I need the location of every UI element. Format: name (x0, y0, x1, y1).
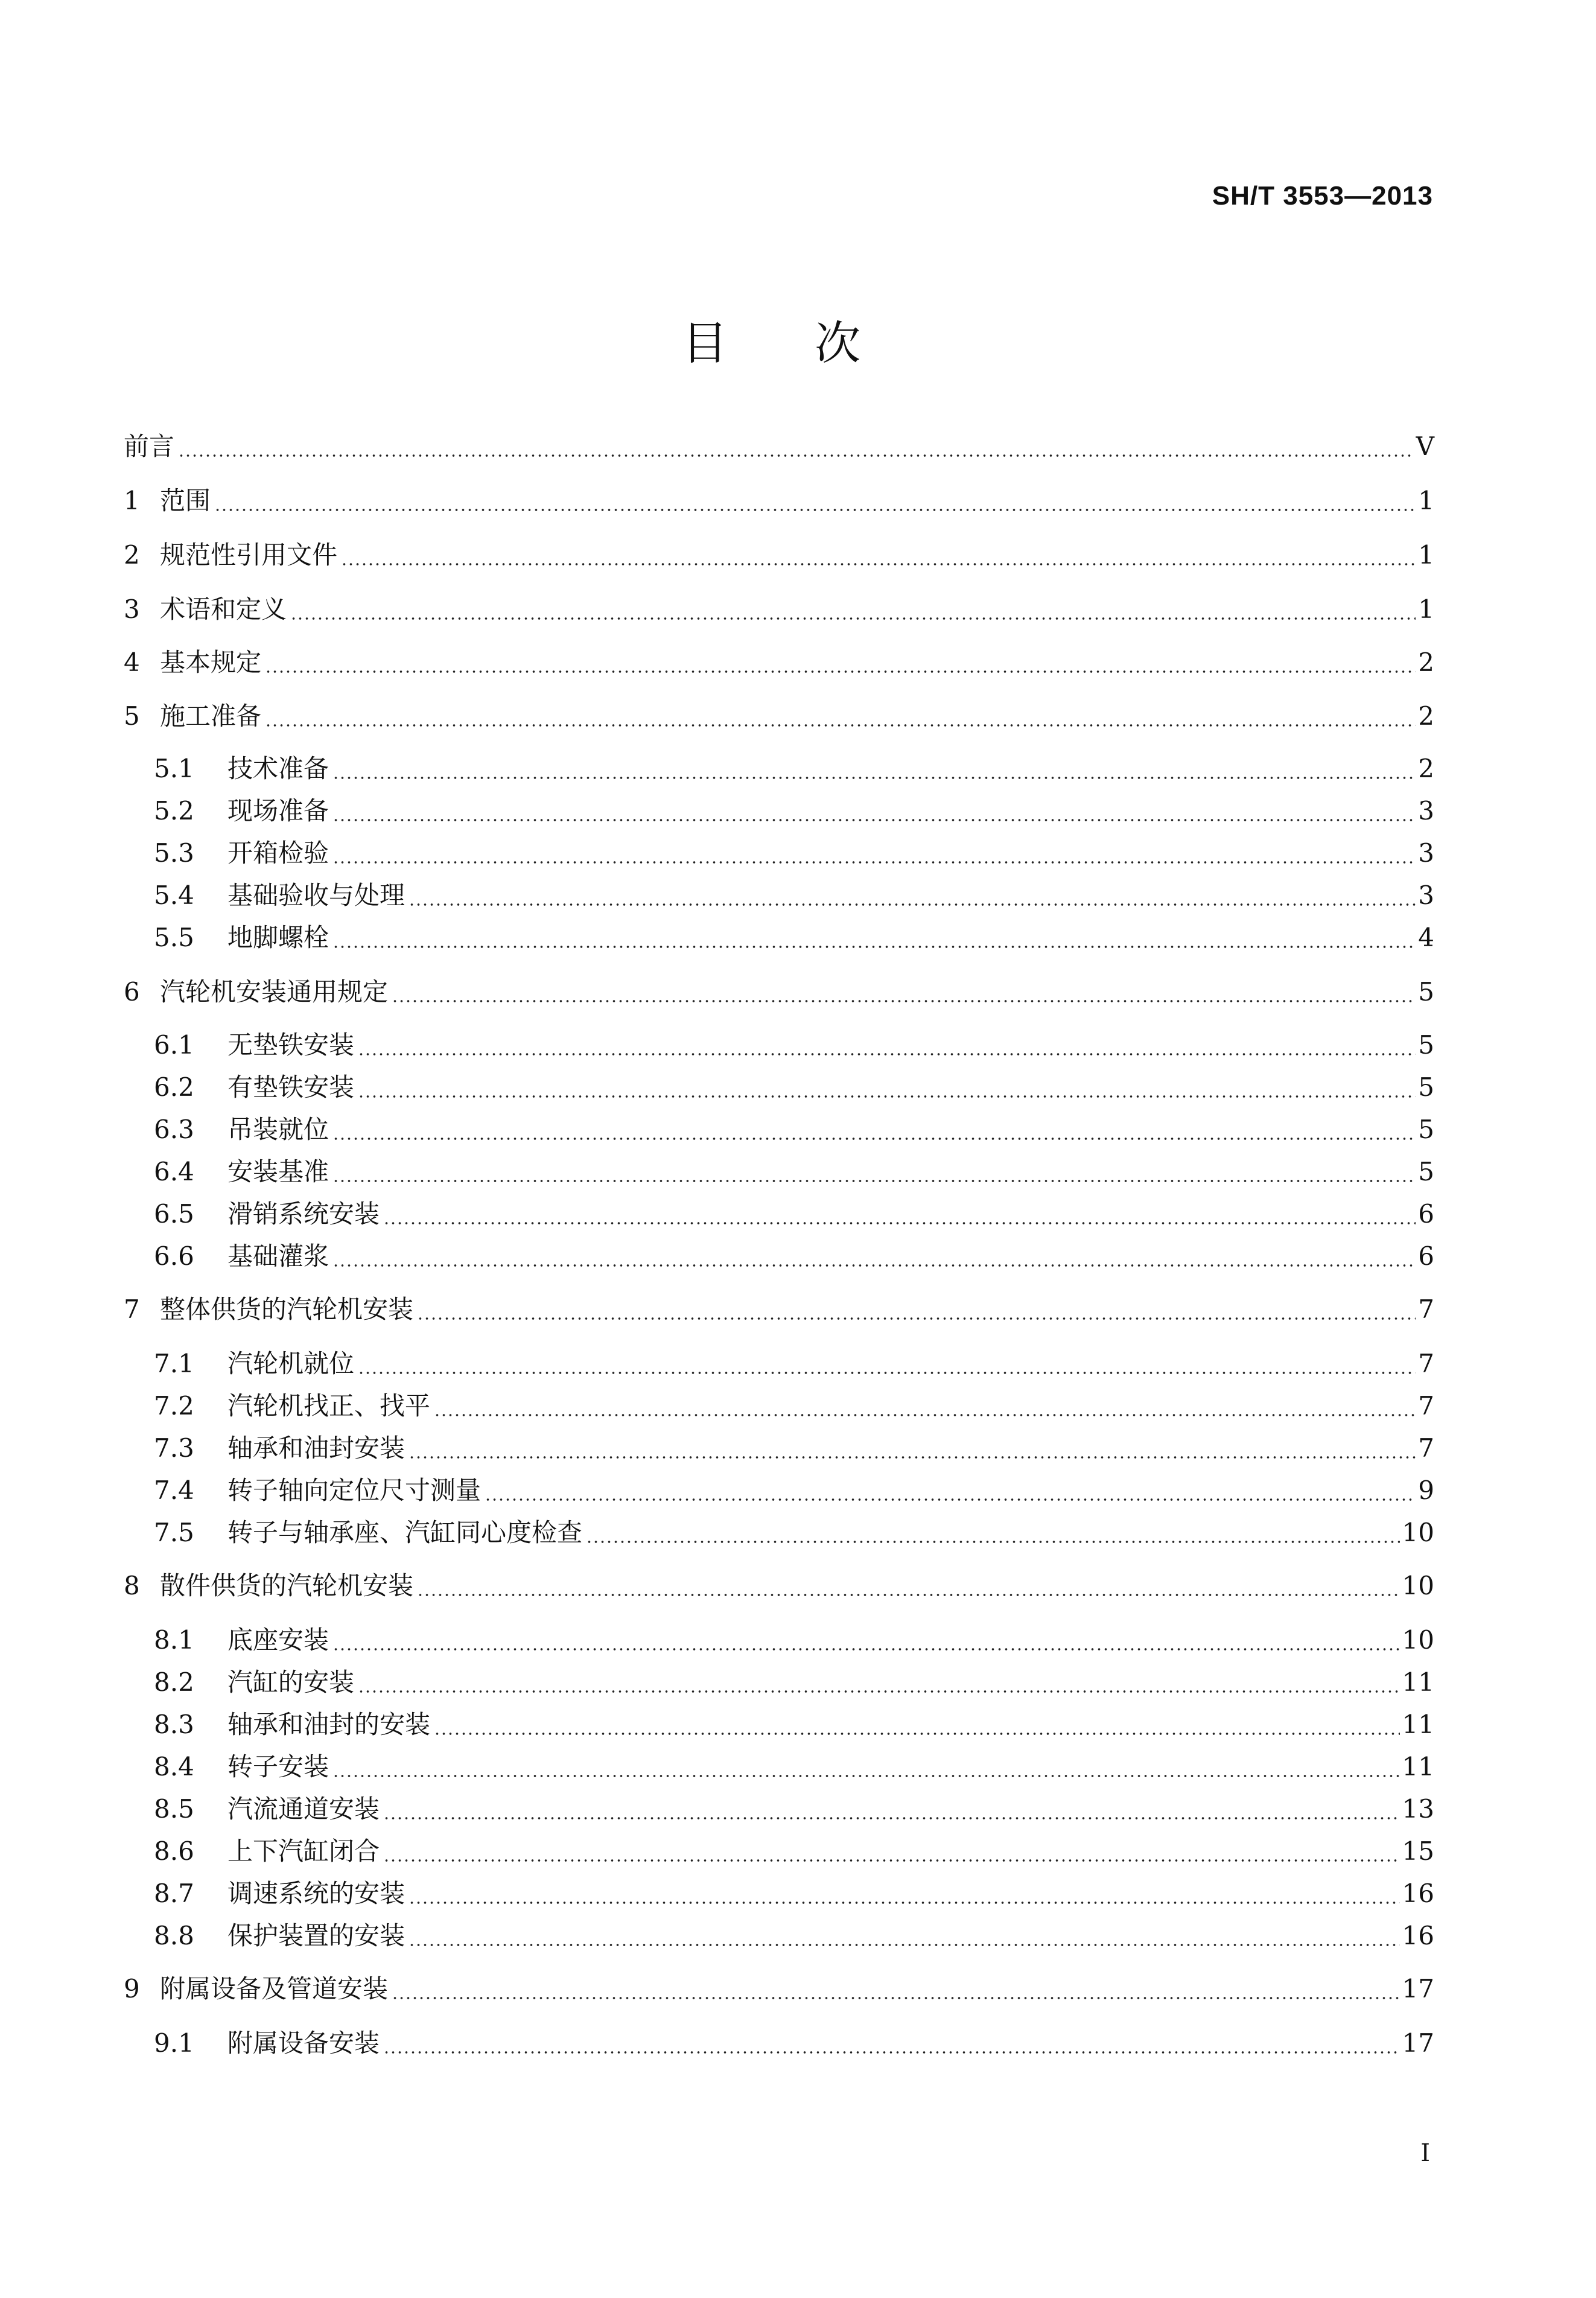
dot-leader (383, 2051, 1400, 2054)
toc-entry-number: 5 (124, 701, 140, 731)
dot-leader (383, 1221, 1416, 1225)
toc-entry-page: 2 (1418, 648, 1434, 677)
page-number: I (1420, 2139, 1430, 2167)
toc-entry-page: 2 (1418, 701, 1434, 731)
toc-entry-label: 规范性引用文件 (160, 540, 338, 570)
toc-entry-number: 6.4 (154, 1157, 194, 1186)
toc-entry-number: 8 (124, 1571, 140, 1600)
toc-entry-label: 调速系统的安装 (227, 1879, 405, 1908)
dot-leader (214, 508, 1416, 512)
toc-entry[interactable] (154, 1195, 1434, 1233)
dot-leader (265, 670, 1416, 673)
toc-entry[interactable] (154, 834, 1434, 873)
dot-leader (383, 1816, 1400, 1820)
toc-entry-label: 滑销系统安装 (227, 1199, 380, 1229)
toc-entry-page: 17 (1402, 2028, 1434, 2058)
toc-entry[interactable] (124, 590, 1434, 629)
toc-entry[interactable] (124, 482, 1434, 520)
standard-code: SH/T 3553—2013 (1212, 181, 1433, 211)
table-of-contents (124, 0, 1434, 2298)
toc-entry-page: 16 (1402, 1921, 1434, 1950)
dot-leader (485, 1498, 1416, 1501)
toc-entry[interactable] (154, 1345, 1434, 1383)
toc-entry-number: 8.1 (154, 1625, 194, 1655)
toc-entry-number: 6 (124, 977, 140, 1007)
dot-leader (417, 1593, 1400, 1597)
toc-entry-label: 转子轴向定位尺寸测量 (227, 1475, 482, 1505)
toc-entry[interactable] (124, 1567, 1434, 1605)
dot-leader (332, 818, 1416, 822)
dot-leader (358, 1371, 1416, 1375)
toc-entry[interactable] (154, 1068, 1434, 1107)
toc-entry[interactable] (154, 1790, 1434, 1829)
toc-entry[interactable] (154, 1153, 1434, 1191)
toc-entry-label: 术语和定义 (160, 594, 287, 624)
toc-entry-page: 6 (1418, 1199, 1434, 1229)
toc-entry[interactable] (124, 1290, 1434, 1329)
toc-entry-number: 7.4 (154, 1475, 194, 1505)
toc-entry-page: 3 (1418, 796, 1434, 826)
dot-leader (417, 1317, 1416, 1320)
toc-entry-page: 10 (1402, 1518, 1434, 1547)
dot-leader (332, 776, 1416, 780)
toc-entry-page: 3 (1418, 838, 1434, 868)
toc-entry-page: 6 (1418, 1241, 1434, 1271)
dot-leader (332, 1774, 1400, 1778)
toc-entry[interactable] (154, 1832, 1434, 1871)
dot-leader (178, 454, 1414, 457)
toc-entry-number: 8.3 (154, 1710, 194, 1739)
toc-entry-page: 11 (1402, 1667, 1434, 1697)
toc-entry-number: 5.4 (154, 880, 194, 910)
toc-entry-number: 9.1 (154, 2028, 194, 2058)
dot-leader (358, 1052, 1416, 1056)
toc-entry-number: 8.5 (154, 1794, 194, 1824)
dot-leader (332, 1264, 1416, 1267)
toc-entry-page: 15 (1402, 1836, 1434, 1866)
toc-entry-number: 5.1 (154, 754, 194, 783)
dot-leader (332, 1647, 1400, 1651)
toc-entry-number: 6.6 (154, 1241, 194, 1271)
toc-entry-label: 汽流通道安装 (227, 1794, 380, 1824)
toc-entry-label: 附属设备安装 (227, 2028, 380, 2058)
toc-entry-page: 5 (1418, 1072, 1434, 1102)
toc-entry-label: 开箱检验 (227, 838, 329, 868)
toc-entry-number: 8.8 (154, 1921, 194, 1950)
dot-leader (383, 1859, 1400, 1862)
toc-entry-label: 汽轮机安装通用规定 (160, 977, 389, 1007)
toc-entry-label: 技术准备 (227, 754, 329, 783)
toc-entry[interactable] (154, 1621, 1434, 1660)
dot-leader (586, 1540, 1400, 1544)
toc-entry-page: 7 (1418, 1349, 1434, 1378)
toc-entry-label: 汽缸的安装 (227, 1667, 355, 1697)
toc-entry-page: 2 (1418, 754, 1434, 783)
toc-entry-page: 1 (1418, 540, 1434, 570)
toc-entry-label: 汽轮机找正、找平 (227, 1391, 431, 1421)
toc-entry-label: 轴承和油封安装 (227, 1433, 405, 1463)
toc-entry[interactable] (154, 1705, 1434, 1744)
toc-entry-number: 4 (124, 648, 140, 677)
toc-entry-number: 5.3 (154, 838, 194, 868)
toc-entry-label: 散件供货的汽轮机安装 (160, 1571, 414, 1600)
toc-entry[interactable] (124, 536, 1434, 574)
toc-entry[interactable] (154, 1110, 1434, 1149)
toc-entry-number: 7.5 (154, 1518, 194, 1547)
toc-entry-page: 5 (1418, 977, 1434, 1007)
toc-entry[interactable] (154, 918, 1434, 957)
toc-entry-number: 2 (124, 540, 140, 570)
toc-entry-page: 10 (1402, 1625, 1434, 1655)
toc-entry-label: 整体供货的汽轮机安装 (160, 1294, 414, 1324)
toc-entry-label: 上下汽缸闭合 (227, 1836, 380, 1866)
toc-entry-label: 基础灌浆 (227, 1241, 329, 1271)
dot-leader (332, 1179, 1416, 1183)
toc-entry[interactable] (154, 1663, 1434, 1702)
dot-leader (358, 1095, 1416, 1098)
toc-entry-label: 转子安装 (227, 1752, 329, 1781)
toc-entry-label: 轴承和油封的安装 (227, 1710, 431, 1739)
toc-entry-label: 保护装置的安装 (227, 1921, 405, 1950)
toc-entry-page: 11 (1402, 1710, 1434, 1739)
toc-entry-number: 7 (124, 1294, 140, 1324)
toc-entry-page: 7 (1418, 1294, 1434, 1324)
page-title: 目 次 (682, 316, 861, 370)
toc-entry-label: 范围 (160, 486, 211, 515)
toc-entry-page: 1 (1418, 594, 1434, 624)
toc-entry[interactable] (154, 2024, 1434, 2063)
toc-entry-number: 6.3 (154, 1115, 194, 1144)
toc-entry-label: 地脚螺栓 (227, 923, 329, 952)
dot-leader (409, 1901, 1400, 1905)
toc-entry-number: 7.2 (154, 1391, 194, 1421)
toc-entry-label: 基本规定 (160, 648, 262, 677)
dot-leader (392, 999, 1416, 1003)
toc-entry-number: 6.5 (154, 1199, 194, 1229)
toc-entry-number: 1 (124, 486, 140, 515)
toc-entry[interactable] (154, 1513, 1434, 1552)
toc-entry-number: 5.2 (154, 796, 194, 826)
toc-entry[interactable] (154, 1387, 1434, 1425)
dot-leader (332, 945, 1416, 949)
toc-entry-label: 无垫铁安装 (227, 1030, 355, 1060)
toc-entry-number: 5.5 (154, 923, 194, 952)
toc-entry[interactable] (154, 1874, 1434, 1913)
dot-leader (358, 1690, 1400, 1693)
toc-entry[interactable] (154, 792, 1434, 830)
toc-entry-page: 5 (1418, 1030, 1434, 1060)
toc-entry-number: 8.2 (154, 1667, 194, 1697)
toc-entry[interactable] (154, 1917, 1434, 1955)
toc-entry[interactable] (124, 973, 1434, 1011)
dot-leader (409, 903, 1416, 906)
toc-entry-number: 9 (124, 1974, 140, 2004)
toc-entry-label: 现场准备 (227, 796, 329, 826)
toc-entry-label: 吊装就位 (227, 1115, 329, 1144)
toc-entry-page: 9 (1418, 1475, 1434, 1505)
toc-entry-label: 安装基准 (227, 1157, 329, 1186)
toc-entry[interactable] (124, 697, 1434, 736)
dot-leader (409, 1943, 1400, 1947)
toc-entry-page: 7 (1418, 1433, 1434, 1463)
toc-entry-number: 6.2 (154, 1072, 194, 1102)
toc-entry[interactable] (124, 427, 1434, 466)
dot-leader (392, 1996, 1400, 2000)
toc-entry-label: 有垫铁安装 (227, 1072, 355, 1102)
toc-entry-page: 7 (1418, 1391, 1434, 1421)
toc-entry-label: 基础验收与处理 (227, 880, 405, 910)
toc-entry-number: 8.4 (154, 1752, 194, 1781)
dot-leader (332, 861, 1416, 864)
toc-entry-page: 4 (1418, 923, 1434, 952)
toc-entry[interactable] (154, 1429, 1434, 1468)
toc-entry-number: 3 (124, 594, 140, 624)
toc-entry[interactable] (154, 750, 1434, 788)
dot-leader (434, 1413, 1416, 1417)
toc-entry[interactable] (154, 1237, 1434, 1276)
dot-leader (290, 617, 1416, 620)
toc-entry-number: 6.1 (154, 1030, 194, 1060)
toc-entry-label: 汽轮机就位 (227, 1349, 355, 1378)
toc-entry-page: 10 (1402, 1571, 1434, 1600)
toc-entry-number: 8.7 (154, 1879, 194, 1908)
toc-entry-page: 1 (1418, 486, 1434, 515)
dot-leader (332, 1137, 1416, 1141)
toc-entry-number: 8.6 (154, 1836, 194, 1866)
toc-entry-page: 16 (1402, 1879, 1434, 1908)
toc-entry[interactable] (154, 1748, 1434, 1786)
toc-entry-number: 7.3 (154, 1433, 194, 1463)
toc-entry-page: 13 (1402, 1794, 1434, 1824)
toc-entry-label: 附属设备及管道安装 (160, 1974, 389, 2004)
toc-entry[interactable] (154, 876, 1434, 915)
toc-entry-page: V (1416, 431, 1434, 461)
toc-entry-page: 11 (1402, 1752, 1434, 1781)
toc-entry-label: 前言 (124, 431, 175, 461)
toc-entry[interactable] (124, 643, 1434, 682)
toc-entry-label: 转子与轴承座、汽缸同心度检查 (227, 1518, 583, 1547)
dot-leader (265, 724, 1416, 727)
toc-entry[interactable] (154, 1026, 1434, 1065)
toc-entry[interactable] (124, 1970, 1434, 2008)
dot-leader (434, 1732, 1400, 1736)
toc-entry-page: 3 (1418, 880, 1434, 910)
toc-entry-page: 5 (1418, 1115, 1434, 1144)
toc-entry-page: 17 (1402, 1974, 1434, 2004)
toc-entry-label: 底座安装 (227, 1625, 329, 1655)
dot-leader (341, 562, 1416, 566)
toc-entry-label: 施工准备 (160, 701, 262, 731)
toc-entry[interactable] (154, 1471, 1434, 1510)
dot-leader (409, 1456, 1416, 1459)
toc-entry-number: 7.1 (154, 1349, 194, 1378)
toc-entry-page: 5 (1418, 1157, 1434, 1186)
